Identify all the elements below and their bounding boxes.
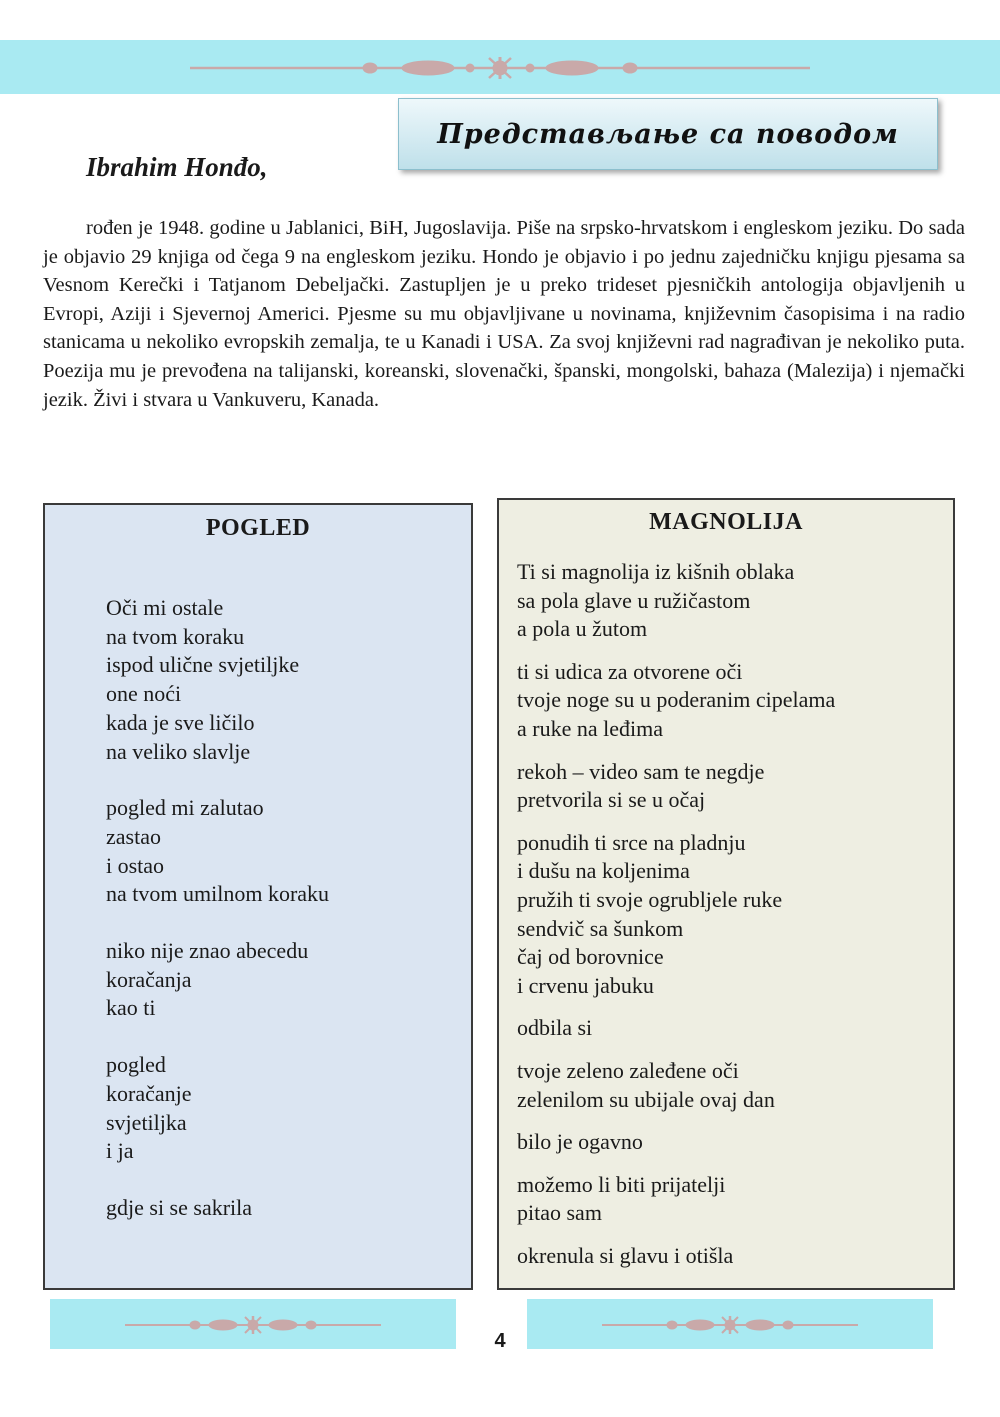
poem-line: rekoh – video sam te negdje [517, 758, 765, 784]
poem-line: a ruke na leđima [517, 715, 663, 741]
poem-stanza [517, 758, 953, 815]
poem-line: na tvom koraku [106, 623, 245, 649]
poem-line: koračanja [106, 966, 192, 992]
poem-line: ti si udica za otvorene oči [517, 658, 743, 684]
poem-stanza [517, 1128, 953, 1157]
section-banner [398, 98, 938, 170]
poem-line: i ja [106, 1138, 134, 1164]
flourish-divider-icon [190, 56, 810, 80]
poem-line: i crvenu jabuku [517, 972, 654, 998]
flourish-divider-icon [602, 1315, 858, 1335]
poem-line: niko nije znao abecedu [106, 938, 309, 964]
poem-stanza [106, 937, 471, 1023]
section-title: Представљање са поводом [437, 118, 899, 150]
poem-line: i ostao [106, 852, 165, 878]
poem-line: ponudih ti srce na pladnju [517, 829, 746, 855]
poem-body [517, 558, 953, 1270]
poem-line: koračanje [106, 1080, 192, 1106]
poem-line: i dušu na koljenima [517, 858, 690, 884]
poem-stanza [517, 829, 953, 1001]
footer-decor-band-left [50, 1299, 456, 1349]
poem-stanza [106, 794, 471, 909]
footer-decor-band-right [527, 1299, 933, 1349]
poem-stanza [106, 1194, 471, 1223]
poem-line: Ti si magnolija iz kišnih oblaka [517, 559, 795, 584]
poem-body [106, 594, 471, 1223]
poem-stanza [517, 1057, 953, 1114]
poem-line: čaj od borovnice [517, 944, 664, 970]
poem-title: MAGNOLIJA [649, 509, 803, 535]
poem-title: POGLED [205, 515, 311, 541]
flourish-divider-icon [125, 1315, 381, 1335]
author-name: Ibrahim Honđo, [86, 152, 268, 182]
poem-line: na veliko slavlje [106, 738, 251, 764]
poem-line: Oči mi ostale [106, 595, 224, 620]
poem-line: svjetiljka [106, 1109, 187, 1135]
poem-line: sendvič sa šunkom [517, 915, 684, 941]
poem-box-pogled [43, 503, 473, 1290]
poem-line: tvoje noge su u poderanim cipelama [517, 687, 836, 713]
poem-line: zastao [106, 823, 161, 849]
poem-line: tvoje zeleno zaleđene oči [517, 1057, 739, 1083]
poem-line: pružih ti svoje ogrubljele ruke [517, 886, 783, 912]
poem-line: možemo li biti prijatelji [517, 1171, 726, 1197]
poem-box-magnolija [497, 498, 955, 1290]
poem-stanza [106, 1051, 471, 1166]
poem-line: okrenula si glavu i otišla [517, 1242, 734, 1268]
poem-line: kada je sve ličilo [106, 709, 255, 735]
poem-line: na tvom umilnom koraku [106, 881, 330, 907]
poem-line: pogled mi zalutao [106, 795, 264, 821]
poem-stanza [517, 1171, 953, 1228]
poem-line: sa pola glave u ružičastom [517, 587, 751, 613]
poem-line: zelenilom su ubijale ovaj dan [517, 1086, 775, 1112]
poem-line: gdje si se sakrila [106, 1194, 253, 1220]
poem-line: kao ti [106, 995, 156, 1021]
poem-stanza [106, 594, 471, 766]
poem-stanza [517, 1242, 953, 1271]
page-number: 4 [494, 1330, 506, 1352]
poem-line: pogled [106, 1052, 166, 1078]
poem-stanza [517, 558, 953, 644]
poem-line: pitao sam [517, 1200, 602, 1226]
poem-line: ispod ulične svjetiljke [106, 652, 300, 678]
poem-line: one noći [106, 681, 182, 707]
poem-line: pretvorila si se u očaj [517, 787, 706, 813]
poem-stanza [517, 1014, 953, 1043]
poem-line: bilo je ogavno [517, 1129, 643, 1155]
poem-stanza [517, 658, 953, 744]
author-bio: rođen je 1948. godine u Jablanici, BiH, Jugoslavija. Piše na srpsko-hrvatskom i engleskom jeziku. Do sada je objavio 29 knjiga od čega 9 na engleskom jeziku. Hondo je objavio i po jednu zajedničku knjigu pjesama sa Vesnom Kerečki i Tatjanom Debeljački. Zastupljen je u preko trideset pjesničkih antologija objavljenih u Evropi, Aziji i Sjevernoj Americi. Pjesme su mu objavljivane u novinama, književnim časopisima i na radio stanicama u nekoliko evropskih zemalja, te u Kanadi i USA. Za svoj književni rad nagrađivan je nekoliko puta. Poezija mu je prevođena na talijanski, koreanski, slovenački, španski, mongolski, bahaza (Malezija) i njemački jezik. Živi i stvara u Vankuveru, Kanada. [43, 217, 965, 411]
poem-line: a pola u žutom [517, 616, 648, 642]
poem-line: odbila si [517, 1015, 593, 1041]
